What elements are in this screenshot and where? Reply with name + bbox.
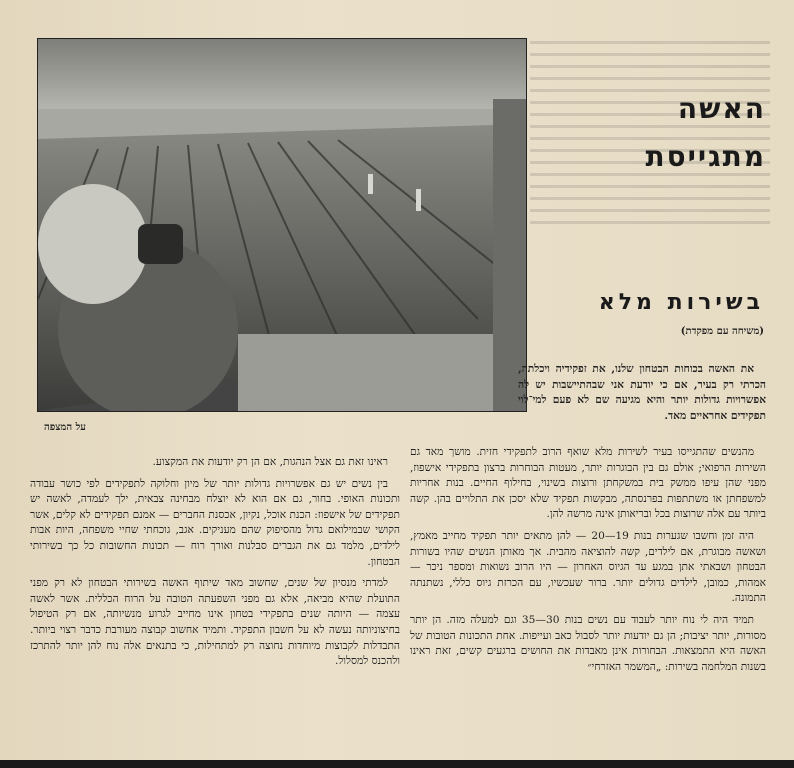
paragraph: היה זמן וחשבו שגערות בנות 19—20 — להן מתאים יותר תפקיד מחייב מאמץ, ושאשה מבוגרת, אם לילדים, קשה להוציאה מהבית. אך מאותן הנשים שהיו בשורות הבטחון ושבאתי אתן במגע עד הגיוס האחרון — היו הרוב נשואות ומספר ניכר — אמהות, כמובן, לילדים גדולים יותר. ברור שעכשיו, עם הכרזת גיוס כללי, נשתנתה התמונה. <box>410 529 766 605</box>
right-column <box>410 445 766 681</box>
photo-caption: על המצפה <box>44 422 86 433</box>
paragraph: מהנשים שהתגייסו בעיר לשירות מלא שואף הרוב לתפקידי חזית. מושך מאד גם השירות הרפואי; אולם גם בין הבוגרות יותר, מעטות הבוחרות ברצון בתפקידי אישפוז, מפני שהן עיפו ממשק בית במשקחתן ורוצות בשינוי, בחילוף החיים. בנות אחריות למשפחתן או משתתפות בפרנסתה, מבקשות תפקיד שלא יסכן את התלויים בהן. קשה ביותר עם אלה שרוצות בכל ובריאותן אינה מרשה להן. <box>410 446 766 521</box>
left-column <box>30 455 400 676</box>
field-photo-image <box>38 39 526 411</box>
headline-line-1: האשה <box>677 92 766 125</box>
article-lead <box>518 362 766 430</box>
paragraph: תמיד היה לי נוח יותר לעבוד עם נשים בנות 30—35 וגם למעלה מזה. הן יותר מסורות, יותר יציבות; הן גם יודעות יותר לסבול כאב ועייפות. אחת התכונות הטובות של האשה היא התמצאות. הבחורות אינן מאבדות את החושים ברגעים קשים, זאת ראינו בשנות המלחמה בשירות: „המשמר האזרחי״ <box>410 613 766 673</box>
bottom-rule <box>0 760 794 768</box>
article-subtitle: (משיחה עם מפקדת) <box>680 326 764 337</box>
field-photo <box>37 38 527 412</box>
paragraph: ראינו זאת גם אצל הנהגות, אם הן רק יודעות את המקצוע. <box>152 456 388 468</box>
headline-line-2: מתגייסת <box>645 140 766 173</box>
paragraph: בין נשים יש גם אפשרויות גדולות יותר של מיון וחלוקה לתפקידים לפי כושר עבודה ותכונות האופי. בחור, גם אם הוא לא יוצלח מבחינה צבאית, ילך לעמדה, לאשה יש תפקידים של אישפוז: הכנת אוכל, נקיון, אכסנת החברים — אמנם תפקידים לא קלים, אשר הקושי שבמילואם גדול מהסיפוק שהם מעניקים. אגב, גוכחתי שחיי משפחה, היות אבות לילדים, מלמד גם את הגברים סבלנות ואורך רוח — תכונות החשובות כל כך בשירותי הבטחון. <box>30 477 400 568</box>
paragraph: למדתי מנסיון של שנים, שחשוב מאד שיתוף האשה בשירותי הבטחון לא רק מפני התועלת שהיא מביאה, אלא גם מפני השפעתה הטובה על הרוח הכללית. אשר לאשה עצמה — היותה שנים בתפקידי בטחון אינו מחייב לגרוע מנשיותה, אם רק הטיפול בחיצוניותה נעשה לא על חשבון התפקיד. ותמיד אחשוב קבוצה מעורבת כדבר רצוי ביותר. התבדלות לקבוצות מיוחדות נחוצה רק למתחילות, כי בתנאים אלה נוח להן יותר להתרכז ולהכנס למסלול. <box>30 577 400 668</box>
section-title: בשירות מלא <box>598 290 764 315</box>
lead-paragraph: את האשה בכוחות הבטחון שלנו, את זפקידיה ויכלתה, הכרתי רק בעיר, אם כי יודעת אני שבהתיישבות יש לה אפשרויות גדולות יותר והיא מגיעה שם לא פעם למי־לוי תפקידים אחראיים מאד. <box>518 363 766 422</box>
